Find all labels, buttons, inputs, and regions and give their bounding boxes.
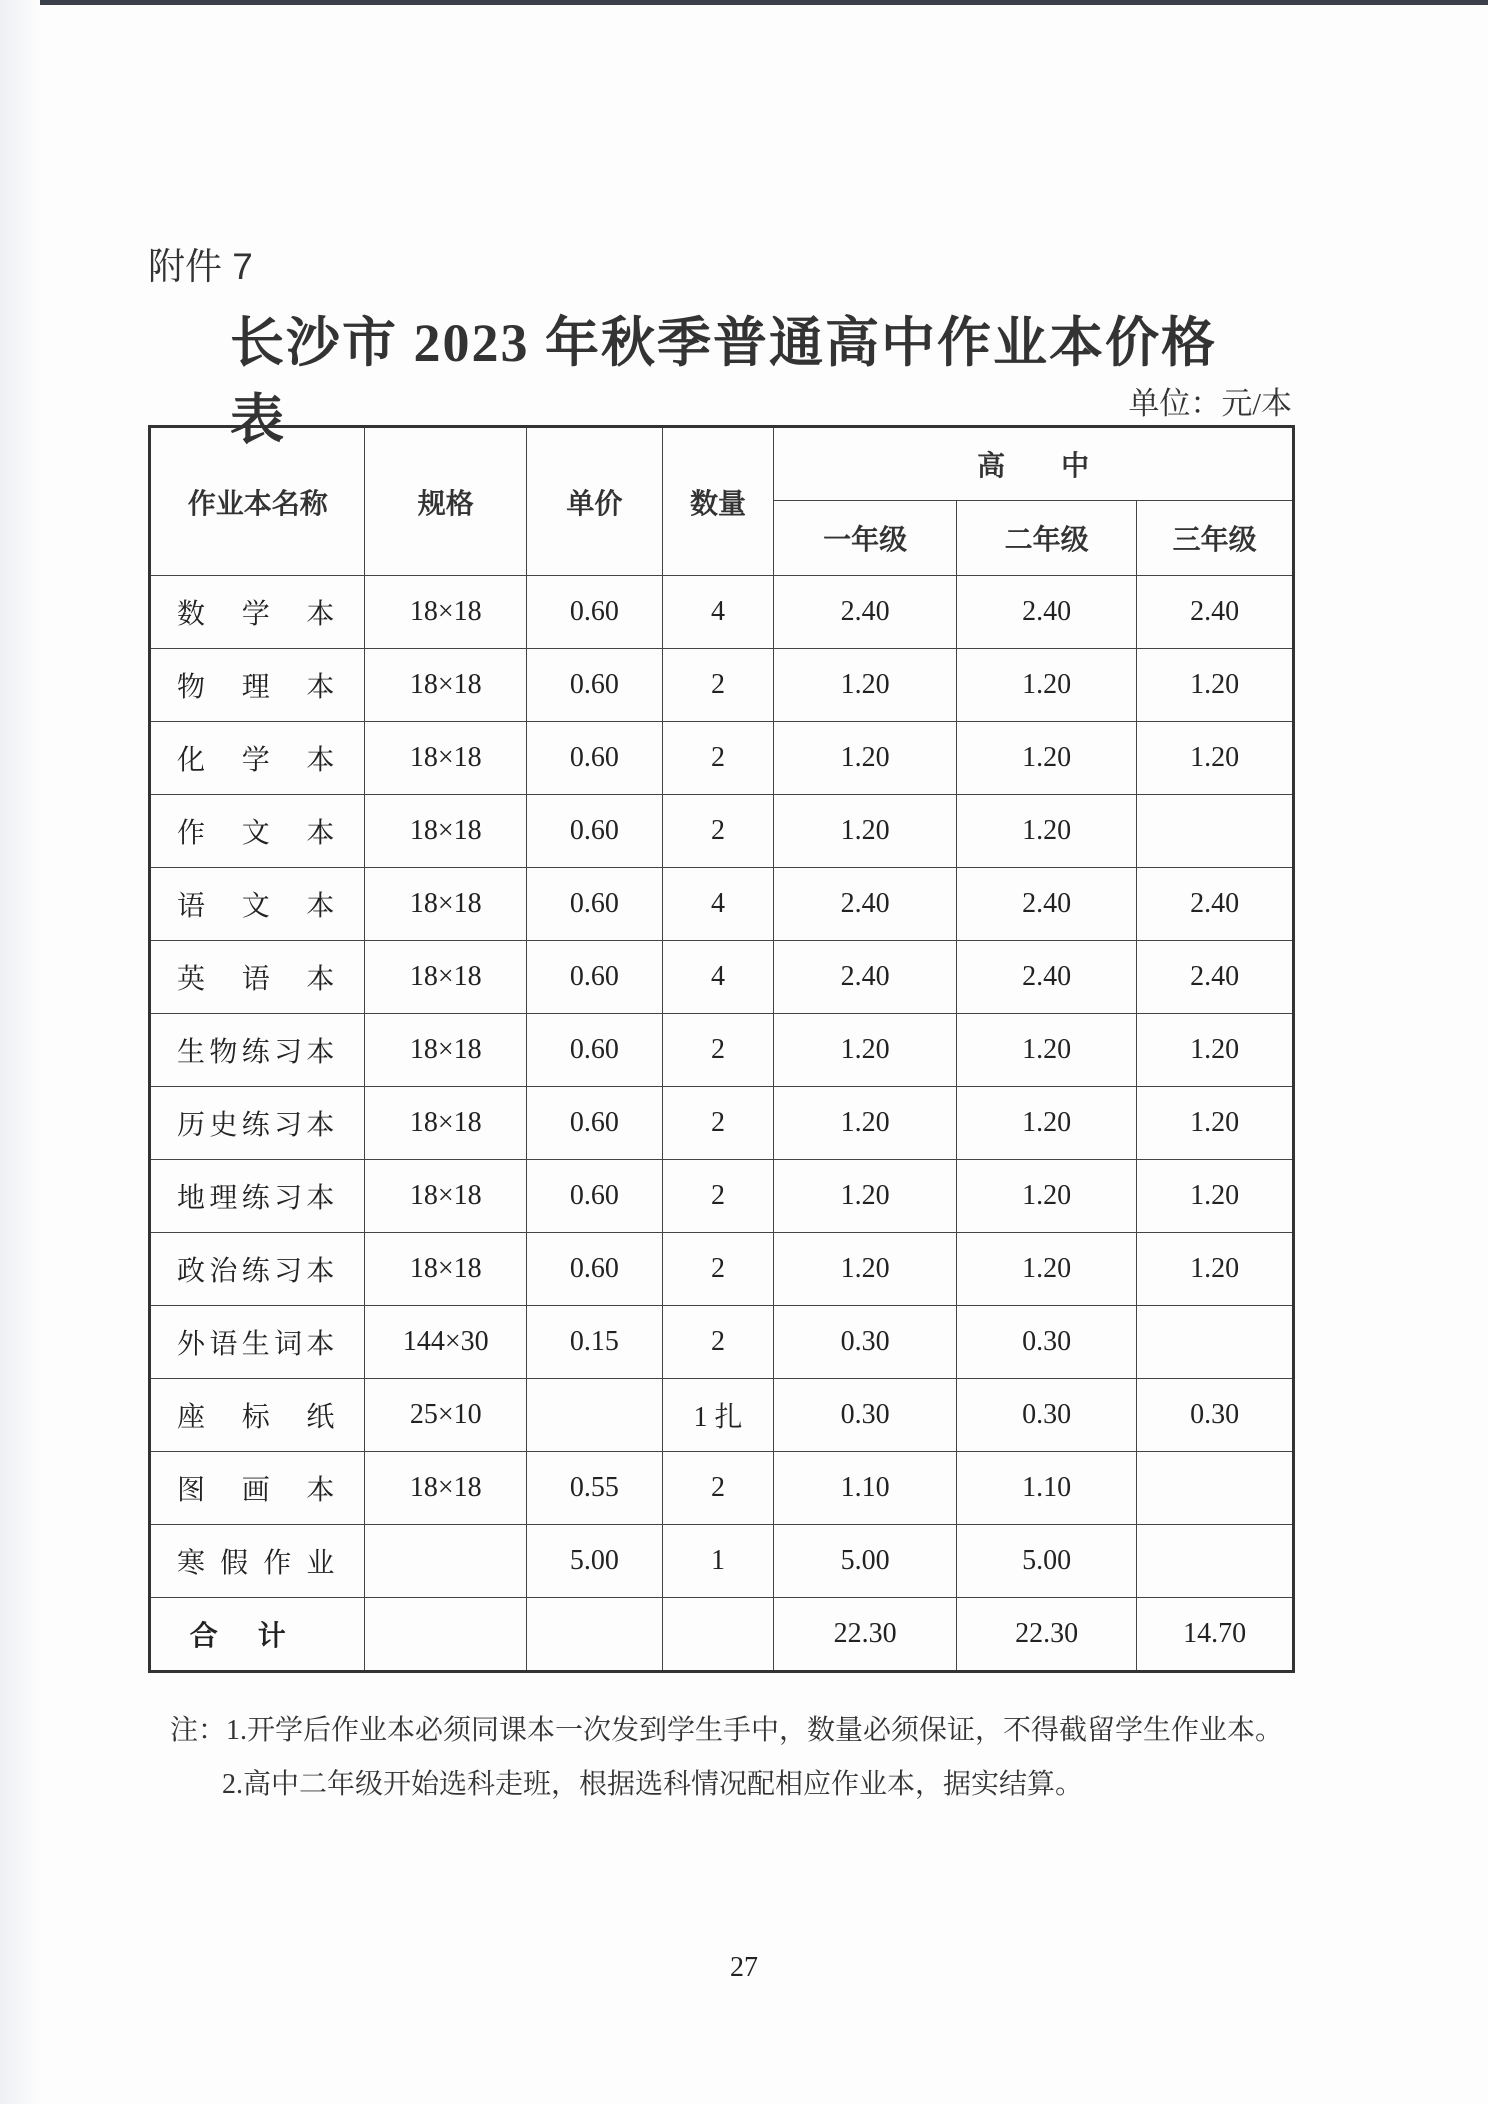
header-grade2: 二年级	[956, 501, 1137, 576]
cell-spec: 18×18	[365, 649, 527, 722]
cell-grade3: 0.30	[1137, 1379, 1294, 1452]
cell-grade1: 5.00	[774, 1525, 956, 1598]
cell-price: 0.60	[527, 1233, 663, 1306]
cell-spec: 18×18	[365, 795, 527, 868]
cell-qty: 2	[662, 649, 774, 722]
cell-grade3	[1137, 1306, 1294, 1379]
table-row	[150, 1379, 1294, 1452]
cell-name: 政治练习本	[150, 1233, 365, 1306]
cell-grade2: 1.20	[956, 722, 1137, 795]
cell-price: 0.60	[527, 1087, 663, 1160]
scan-left-edge	[0, 0, 40, 2104]
cell-price: 5.00	[527, 1525, 663, 1598]
cell-spec: 18×18	[365, 576, 527, 649]
cell-grade1: 2.40	[774, 941, 956, 1014]
cell-name: 地理练习本	[150, 1160, 365, 1233]
cell-price: 0.60	[527, 722, 663, 795]
table-row	[150, 1014, 1294, 1087]
note-1: 注：1.开学后作业本必须同课本一次发到学生手中，数量必须保证，不得截留学生作业本。	[170, 1715, 1284, 1746]
cell-grade1: 0.30	[774, 1306, 956, 1379]
cell-grade1: 1.20	[774, 1014, 956, 1087]
cell-qty: 2	[662, 1452, 774, 1525]
cell-grade1: 2.40	[774, 868, 956, 941]
header-high-school: 高 中	[774, 427, 1294, 501]
cell-qty: 1 扎	[662, 1379, 774, 1452]
cell-grade1: 1.20	[774, 795, 956, 868]
table-row	[150, 868, 1294, 941]
total-name: 合计	[150, 1598, 365, 1672]
cell-name: 寒假作业	[150, 1525, 365, 1598]
cell-grade2: 2.40	[956, 868, 1137, 941]
cell-qty: 1	[662, 1525, 774, 1598]
table-row	[150, 941, 1294, 1014]
cell-grade2: 2.40	[956, 941, 1137, 1014]
scan-top-edge	[0, 0, 1488, 5]
cell-spec: 18×18	[365, 941, 527, 1014]
cell-price	[527, 1379, 663, 1452]
cell-grade2: 1.20	[956, 795, 1137, 868]
cell-name: 英语本	[150, 941, 365, 1014]
cell-grade2: 1.20	[956, 649, 1137, 722]
cell-qty: 4	[662, 576, 774, 649]
cell-name: 外语生词本	[150, 1306, 365, 1379]
cell-grade1: 1.10	[774, 1452, 956, 1525]
cell-grade1: 1.20	[774, 1087, 956, 1160]
cell-price: 0.60	[527, 1014, 663, 1087]
cell-grade3	[1137, 795, 1294, 868]
cell-grade3: 1.20	[1137, 1014, 1294, 1087]
cell-name: 数学本	[150, 576, 365, 649]
cell-spec: 25×10	[365, 1379, 527, 1452]
cell-price: 0.15	[527, 1306, 663, 1379]
table-row	[150, 722, 1294, 795]
cell-grade3: 1.20	[1137, 1087, 1294, 1160]
document-title: 长沙市 2023 年秋季普通高中作业本价格表	[230, 313, 1217, 450]
note-2: 2.高中二年级开始选科走班，根据选科情况配相应作业本，据实结算。	[222, 1769, 1084, 1800]
cell-grade3: 1.20	[1137, 1160, 1294, 1233]
cell-name: 座标纸	[150, 1379, 365, 1452]
cell-grade1: 1.20	[774, 1233, 956, 1306]
cell-price: 0.60	[527, 1160, 663, 1233]
total-row	[150, 1598, 1294, 1672]
cell-grade2: 0.30	[956, 1306, 1137, 1379]
cell-grade3: 1.20	[1137, 722, 1294, 795]
cell-grade2: 1.20	[956, 1160, 1137, 1233]
cell-price: 0.55	[527, 1452, 663, 1525]
header-spec: 规格	[365, 427, 527, 576]
cell-name: 图画本	[150, 1452, 365, 1525]
cell-spec: 18×18	[365, 1160, 527, 1233]
cell-grade3: 2.40	[1137, 868, 1294, 941]
cell-price: 0.60	[527, 576, 663, 649]
cell-grade1: 0.30	[774, 1379, 956, 1452]
header-name: 作业本名称	[150, 427, 365, 576]
total-grade1: 22.30	[774, 1598, 956, 1672]
cell-qty: 2	[662, 1087, 774, 1160]
cell-grade3	[1137, 1525, 1294, 1598]
cell-qty: 2	[662, 1306, 774, 1379]
cell-spec: 18×18	[365, 868, 527, 941]
table-row	[150, 649, 1294, 722]
table-row	[150, 1233, 1294, 1306]
cell-qty: 2	[662, 722, 774, 795]
cell-grade2: 1.20	[956, 1087, 1137, 1160]
cell-spec: 18×18	[365, 1087, 527, 1160]
cell-spec: 18×18	[365, 1233, 527, 1306]
attachment-label: 附件 7	[148, 246, 253, 287]
table-row	[150, 1525, 1294, 1598]
cell-grade2: 1.10	[956, 1452, 1137, 1525]
total-spec	[365, 1598, 527, 1672]
cell-grade3: 1.20	[1137, 1233, 1294, 1306]
cell-spec: 18×18	[365, 1014, 527, 1087]
table-row	[150, 1160, 1294, 1233]
cell-name: 语文本	[150, 868, 365, 941]
price-table	[148, 425, 1295, 1673]
cell-price: 0.60	[527, 649, 663, 722]
cell-grade1: 2.40	[774, 576, 956, 649]
cell-grade3	[1137, 1452, 1294, 1525]
cell-grade1: 1.20	[774, 722, 956, 795]
cell-price: 0.60	[527, 941, 663, 1014]
cell-grade3: 2.40	[1137, 576, 1294, 649]
table-row	[150, 795, 1294, 868]
cell-qty: 2	[662, 1233, 774, 1306]
total-price	[527, 1598, 663, 1672]
cell-grade1: 1.20	[774, 1160, 956, 1233]
cell-qty: 4	[662, 868, 774, 941]
cell-grade2: 1.20	[956, 1014, 1137, 1087]
header-grade3: 三年级	[1137, 501, 1294, 576]
cell-price: 0.60	[527, 795, 663, 868]
header-grade1: 一年级	[774, 501, 956, 576]
cell-grade3: 2.40	[1137, 941, 1294, 1014]
cell-name: 物理本	[150, 649, 365, 722]
cell-qty: 4	[662, 941, 774, 1014]
total-grade2: 22.30	[956, 1598, 1137, 1672]
cell-qty: 2	[662, 795, 774, 868]
cell-grade1: 1.20	[774, 649, 956, 722]
table-row	[150, 1087, 1294, 1160]
page-number: 27	[730, 1952, 758, 1983]
header-qty: 数量	[662, 427, 774, 576]
cell-grade3: 1.20	[1137, 649, 1294, 722]
table-row	[150, 1306, 1294, 1379]
cell-qty: 2	[662, 1014, 774, 1087]
cell-spec	[365, 1525, 527, 1598]
header-price: 单价	[527, 427, 663, 576]
cell-name: 生物练习本	[150, 1014, 365, 1087]
unit-label: 单位：元/本	[1128, 386, 1292, 421]
cell-name: 作文本	[150, 795, 365, 868]
cell-spec: 144×30	[365, 1306, 527, 1379]
table-row	[150, 576, 1294, 649]
cell-grade2: 0.30	[956, 1379, 1137, 1452]
cell-price: 0.60	[527, 868, 663, 941]
cell-spec: 18×18	[365, 722, 527, 795]
total-grade3: 14.70	[1137, 1598, 1294, 1672]
table-row	[150, 1452, 1294, 1525]
cell-spec: 18×18	[365, 1452, 527, 1525]
cell-name: 化学本	[150, 722, 365, 795]
cell-qty: 2	[662, 1160, 774, 1233]
total-qty	[662, 1598, 774, 1672]
cell-grade2: 5.00	[956, 1525, 1137, 1598]
cell-grade2: 1.20	[956, 1233, 1137, 1306]
cell-grade2: 2.40	[956, 576, 1137, 649]
cell-name: 历史练习本	[150, 1087, 365, 1160]
